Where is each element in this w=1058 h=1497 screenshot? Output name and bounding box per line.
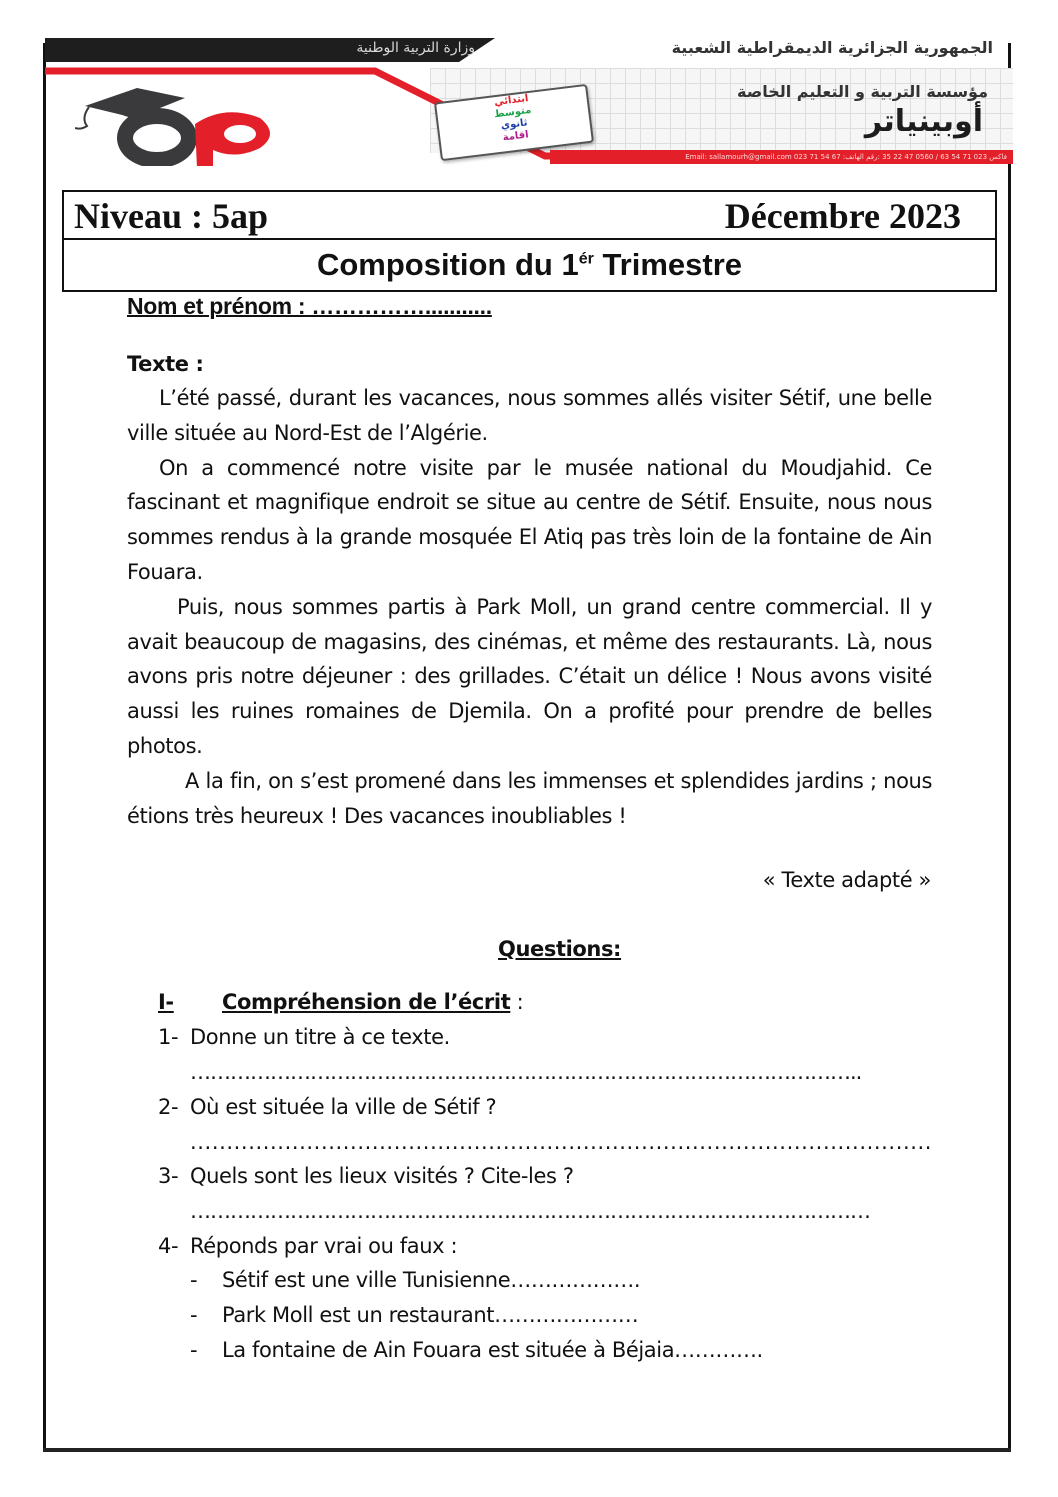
true-false-item[interactable] xyxy=(190,1338,763,1362)
paragraph: L’été passé, durant les vacances, nous sommes allés visiter Sétif, une belle ville située au Nord-Est de l’Algérie. xyxy=(127,386,932,445)
question-item xyxy=(158,1025,450,1049)
question-text: Donne un titre à ce texte. xyxy=(190,1025,450,1049)
question-text: Quels sont les lieux visités ? Cite-les ? xyxy=(190,1164,574,1188)
question-number: 3- xyxy=(158,1164,179,1188)
question-item xyxy=(158,1234,457,1258)
level-middle: متوسط xyxy=(493,104,532,121)
true-false-text: Sétif est une ville Tunisienne………………. xyxy=(222,1268,641,1292)
answer-line[interactable]: ………………………………………………………………………………………… xyxy=(190,1199,870,1223)
header-banner xyxy=(45,38,1013,168)
text-heading: Texte : xyxy=(127,352,204,376)
section-heading xyxy=(158,990,523,1014)
text-source: « Texte adapté » xyxy=(762,868,931,892)
answer-line[interactable]: ...................................................................................................... xyxy=(190,1130,933,1154)
brand-name: أوبينياتر xyxy=(864,104,983,139)
exam-title-sup: ér xyxy=(578,250,594,268)
list-dash: - xyxy=(190,1338,198,1362)
paragraph: A la fin, on s’est promené dans les immenses et splendides jardins ; nous étions très heureux ! Des vacances inoubliables ! xyxy=(127,768,932,828)
questions-heading: Questions: xyxy=(498,937,622,961)
section-title: Compréhension de l’écrit xyxy=(222,990,511,1014)
paragraph: On a commencé notre visite par le musée national du Moudjahid. Ce fascinant et magnifique endroit se situe au centre de Sétif. Ensuite, nous nous sommes rendus à la grande mosquée El Atiq pas très loin de la fontaine de Ain Fouara. xyxy=(127,455,932,584)
list-dash: - xyxy=(190,1303,198,1327)
question-text: Réponds par vrai ou faux : xyxy=(190,1234,458,1258)
section-number: I- xyxy=(158,990,174,1014)
true-false-text: La fontaine de Ain Fouara est située à Béjaia…………. xyxy=(222,1338,763,1362)
exam-date: Décembre 2023 xyxy=(724,196,961,236)
student-name-field[interactable]: Nom et prénom : ……………........... xyxy=(127,293,492,319)
exam-title xyxy=(64,240,995,290)
institution-name: مؤسسة التربية و التعليم الخاصة xyxy=(737,82,988,101)
reading-passage xyxy=(127,381,932,833)
contact-bar: Email: sallamourh@gmail.com 023 71 54 67 :فاكس 023 71 54 63 / 0560 47 22 35 :رقم الهاتف xyxy=(550,150,1013,164)
question-number: 1- xyxy=(158,1025,179,1049)
question-number: 4- xyxy=(158,1234,179,1258)
question-item xyxy=(158,1095,496,1119)
exam-title-main: Composition du 1 xyxy=(316,247,579,282)
true-false-item[interactable] xyxy=(190,1268,640,1292)
answer-line[interactable]: ……………………………………………………………………………………….. xyxy=(190,1060,862,1084)
section-suffix: : xyxy=(510,990,524,1014)
true-false-text: Park Moll est un restaurant………………… xyxy=(222,1303,639,1327)
info-row xyxy=(64,192,995,240)
paragraph: Puis, nous sommes partis à Park Moll, un grand centre commercial. Il y avait beaucoup de magasins, des cinémas, et même des restaurants. Là, nous avons pris notre déjeuner : des grillades. C’était un délice ! Nous avons visité aussi les ruines romaines de Djemila. On a profité pour prendre de belles photos. xyxy=(127,594,932,758)
level-label: Niveau : 5ap xyxy=(74,196,269,236)
level-primary: ابتدائي xyxy=(493,93,530,109)
question-number: 2- xyxy=(158,1095,179,1119)
exam-title-end: Trimestre xyxy=(593,247,743,282)
list-dash: - xyxy=(190,1268,198,1292)
exam-info-table xyxy=(62,190,997,292)
ministry-text: وزارة التربية الوطنية xyxy=(356,40,475,56)
school-logo-icon xyxy=(75,76,305,166)
question-item xyxy=(158,1164,574,1188)
republic-text: الجمهورية الجزائرية الديمقراطية الشعبية xyxy=(671,38,993,57)
true-false-item[interactable] xyxy=(190,1303,638,1327)
question-text: Où est située la ville de Sétif ? xyxy=(190,1095,497,1119)
level-secondary: ثانوي xyxy=(500,117,529,132)
level-boarding: اقامة xyxy=(502,129,530,144)
